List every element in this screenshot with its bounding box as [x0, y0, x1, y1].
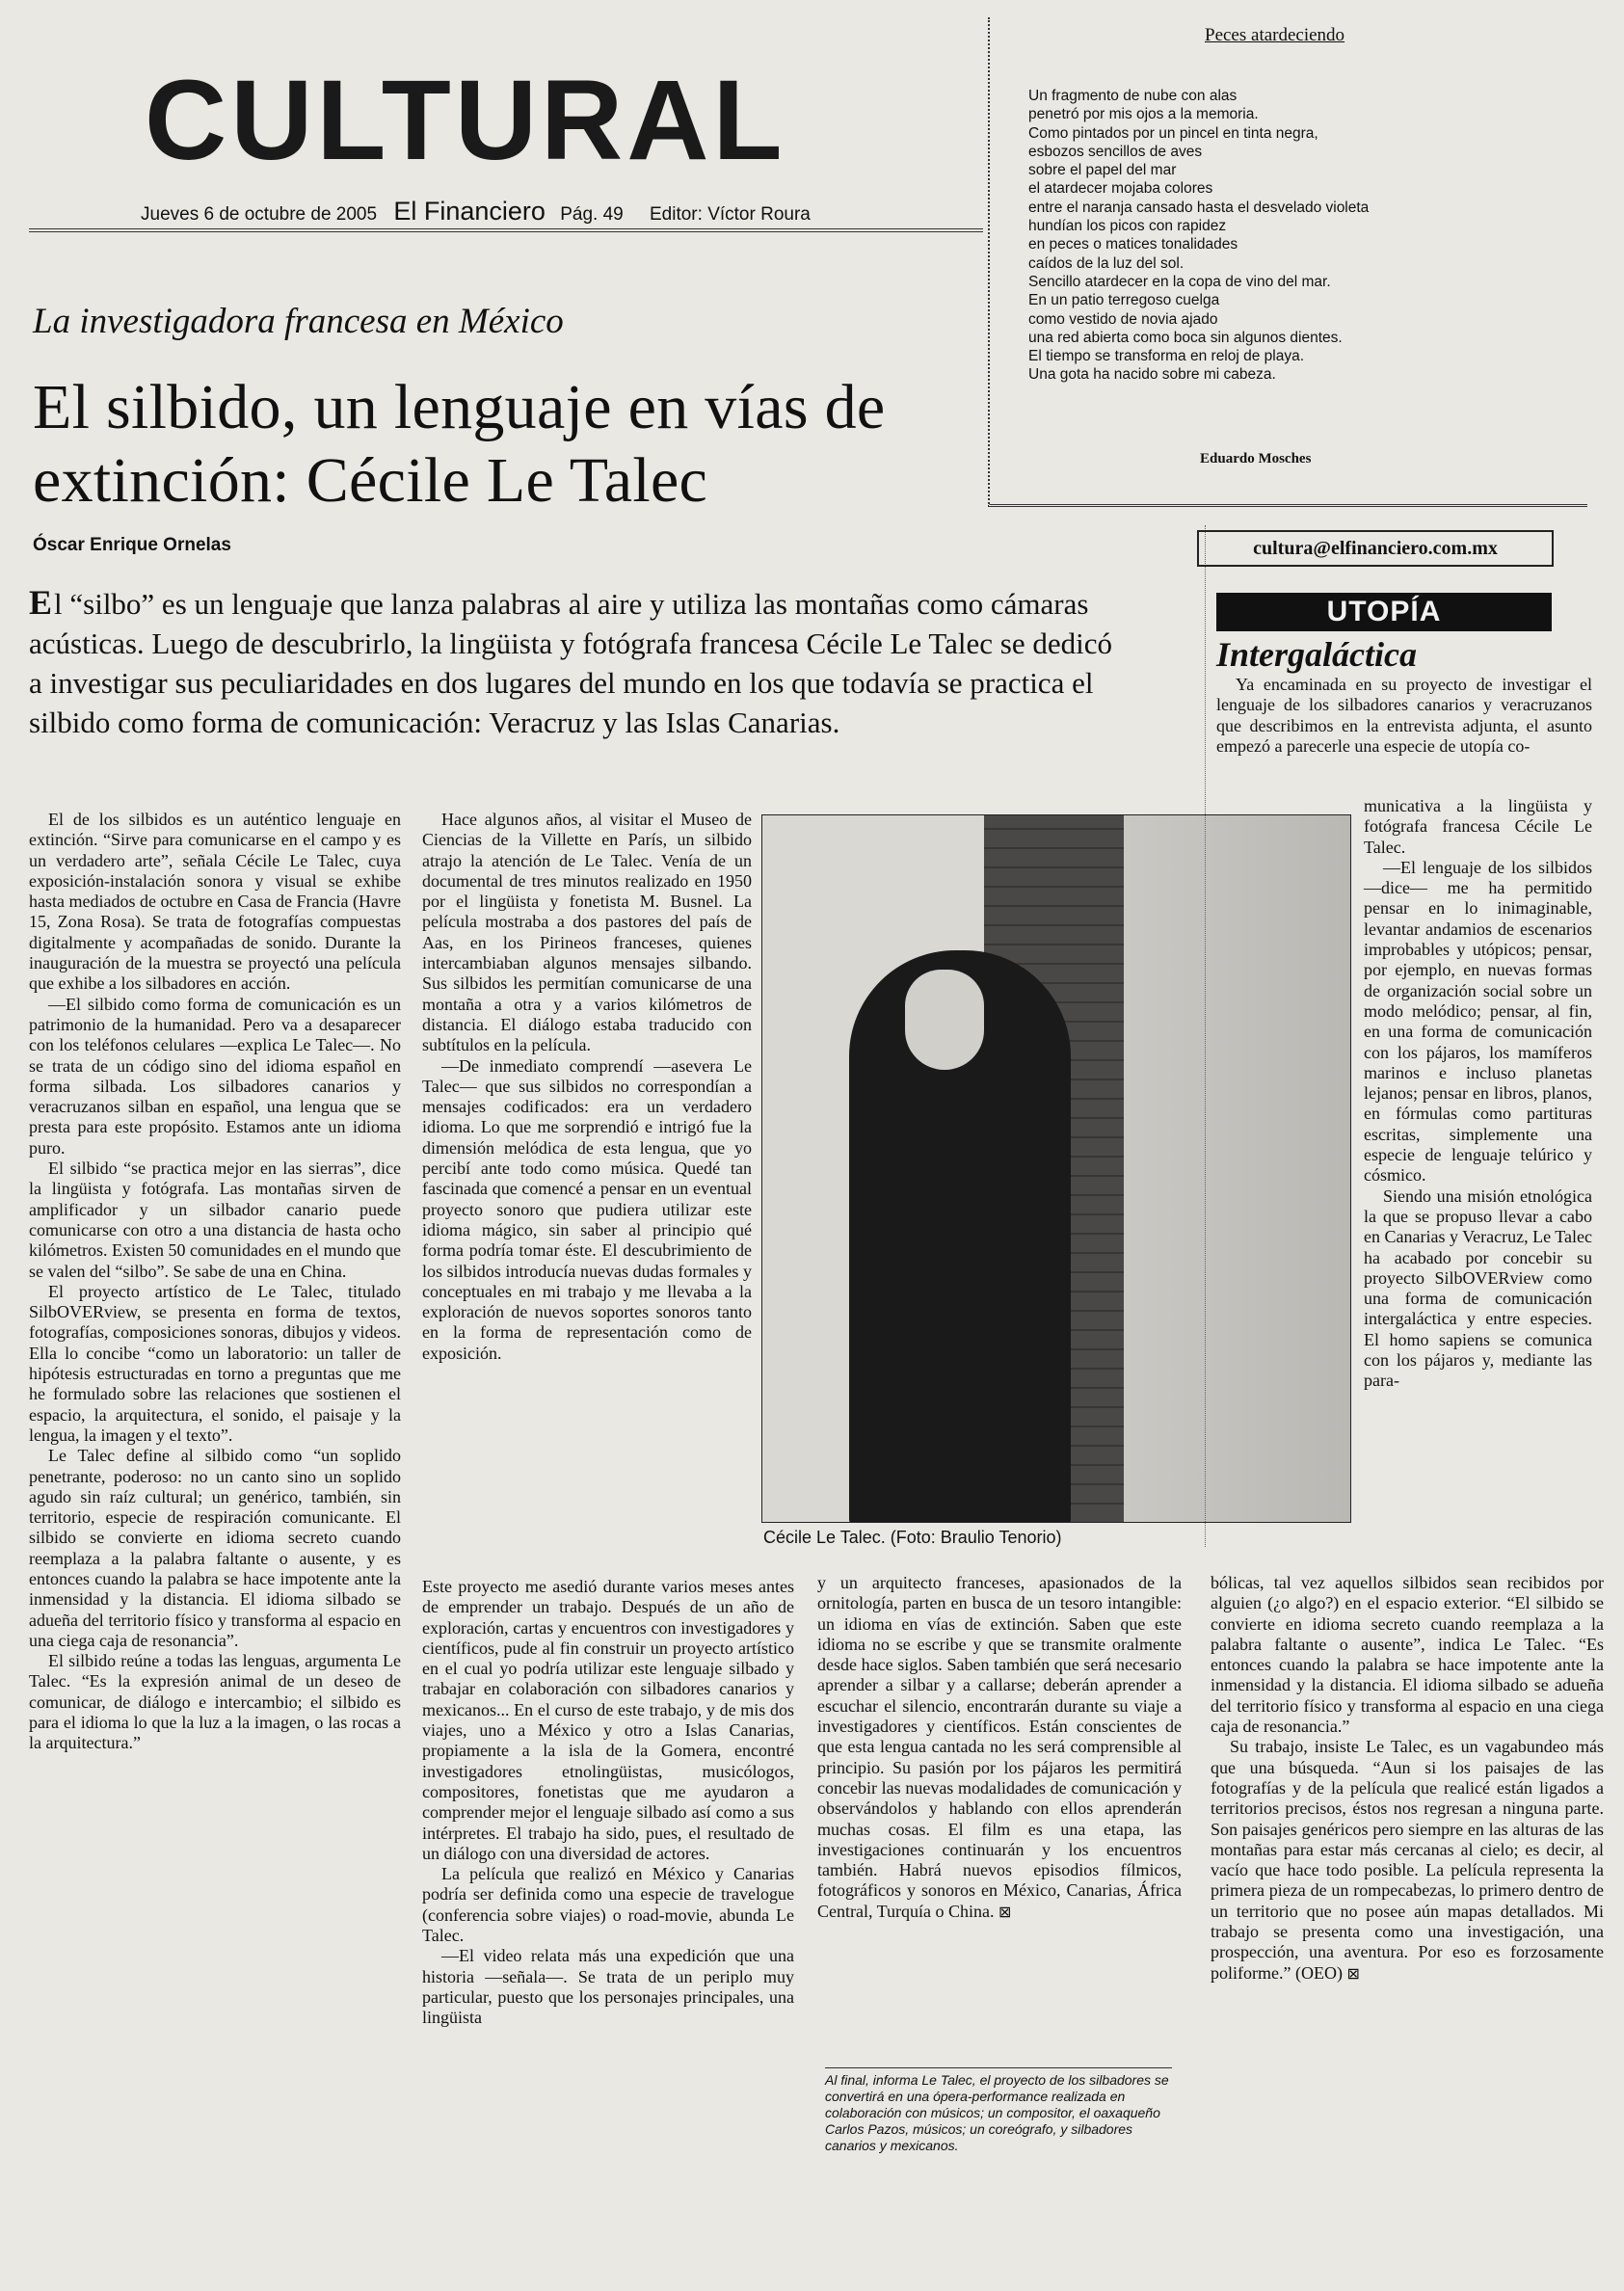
paragraph: bólicas, tal vez aquellos silbidos sean recibidos por alguien (¿o algo?) en el espacio exterior. “El silbido se convierte en idioma secreto cuando reemplaza a la palabra faltante o ausente”, indica Le Talec. “Es entonces cuando la palabra se hace impotente ante la inmensidad y la distancia. El idioma silbado se adueña del territorio físico y transforma al espacio en una ciega caja de resonancia.” — [1211, 1573, 1604, 1737]
poem-author: Eduardo Mosches — [1200, 451, 1312, 466]
poem-line: Como pintados por un pincel en tinta negra, — [1028, 124, 1318, 142]
section-masthead: CULTURAL — [145, 57, 786, 184]
photo-wall — [1124, 815, 1350, 1522]
end-mark-icon: ⊠ — [998, 1902, 1012, 1921]
poem-line: hundían los picos con rapidez — [1028, 218, 1227, 235]
paragraph: Le Talec define al silbido como “un soplido penetrante, poderoso: no un canto sino un soplido agudo sin raíz cultural; un genérico, también, sin territorio, especie de respiración comunicante. El silbido se convierte en idioma secreto cuando reemplaza a la palabra faltante o ausente, y es entonces cuando la palabra se hace impotente ante la inmensidad y la distancia. El idioma silbado se adueña del territorio físico y transforma al espacio en una ciega caja de resonancia”. — [29, 1446, 401, 1650]
footnote: Al final, informa Le Talec, el proyecto de los silbadores se convertirá en una ópera-performance realizada en colaboración con músicos; un compositor, el oaxaqueño Carlos Pazos, músicos; un coreógrafo, y silbadores canarios y mexicanos. — [825, 2067, 1172, 2154]
paragraph-text: y un arquitecto franceses, apasionados de la ornitología, parten en busca de un tesoro intangible: un idioma en vías de extinción. Saben que este idioma no se escribe y que se transmite oralmente desde hace siglos. Saben también que será necesario aprender a silbar y a callarse; deberán aprender a escuchar el silencio, encontrarán durante su viaje a investigadores y científicos. Están conscientes de que esta lengua cantada no les será comprensible al principio. Su pasión por los pájaros les permitirá concebir las nuevas modalidades de comunicación y observándolos y hablando con ellos aprenderán muchas cosas. El film es una etapa, las investigaciones continuarán y los encuentros también. Habrá nuevos episodios fílmicos, fotográficos y sonoros en México, Canarias, África Central, Turquía o China. — [817, 1573, 1182, 1921]
article-byline: Óscar Enrique Ornelas — [33, 535, 231, 555]
lead-text: l “silbo” es un lenguaje que lanza palabras al aire y utiliza las montañas como cámaras acústicas. Luego de descubrirlo, la lingüista y fotógrafa francesa Cécile Le Talec se dedicó a investigar sus peculiaridades en dos lugares del mundo en los que todavía se practica el silbido como forma de comunicación: Veracruz y las Islas Canarias. — [29, 587, 1112, 739]
poem-line: en peces o matices tonalidades — [1028, 236, 1238, 253]
dateline — [141, 197, 970, 226]
poem-line: esbozos sencillos de aves — [1028, 143, 1203, 160]
poem-line: Una gota ha nacido sobre mi cabeza. — [1028, 366, 1276, 384]
paragraph: El de los silbidos es un auténtico lenguaje en extinción. “Sirve para comunicarse en el campo y es un verdadero arte”, señala Cécile Le Talec, cuya exposición-instalación sonora y visual se exhibe hasta mediados de octubre en Casa de Francia (Havre 15, Zona Rosa). Se trata de fotografías compuestas digitalmente y acompañadas de sonido. Durante la inauguración de la muestra se proyectó una película que exhibe a los silbadores en acción. — [29, 810, 401, 994]
poem-line: caídos de la luz del sol. — [1028, 254, 1185, 272]
sidebar-intro — [1216, 675, 1592, 757]
end-mark-icon: ⊠ — [1346, 1963, 1360, 1983]
paragraph: Este proyecto me asedió durante varios meses antes de emprender un trabajo. Después de un año de exploración, cartas y encuentros con investigadores y científicos, pude al fin construir un proyecto artístico en el cual yo podría utilizar este lenguaje silbado y trabajar en colaboración con silbadores canarios y mexicanos... En el curso de este trabajo, y de mis dos viajes, uno a México y otro a Islas Canarias, propiamente a la isla de la Gomera, encontré investigadores etnolingüistas, musicólogos, compositores, fonetistas que me ayudaron a comprender mejor el lenguaje silbado así como a sus intérpretes. El trabajo ha sido, pues, el resultado de un diálogo con una diversidad de actores. — [422, 1577, 794, 1863]
paragraph: El proyecto artístico de Le Talec, titulado SilbOVERview, se presenta en forma de textos, fotografías, composiciones sonoras, dibujos y videos. Ella lo concibe “como un laboratorio: un taller de hipótesis estructuradas en torno a preguntas que me he formulado sobre las relaciones que sostienen el espacio, la arquitectura, el sonido, el paisaje y la lengua, la imagen y el texto”. — [29, 1281, 401, 1445]
paragraph: Hace algunos años, al visitar el Museo de Ciencias de la Villette en París, un silbido atrajo la atención de Le Talec. Venía de un documental de tres minutos realizado en 1950 por el lingüista y fonetista M. Busnel. La película mostraba a dos pastores del país de Aas, en los Pirineos franceses, quienes intercambiaban algunos mensajes silbando. Sus silbidos les permitían comunicarse de una montaña a otra y a varios kilómetros de distancia. El diálogo estaba traducido con subtítulos en la película. — [422, 810, 752, 1055]
poem-line: entre el naranja cansado hasta el desvelado violeta — [1028, 199, 1370, 216]
column-name-banner: UTOPÍA — [1216, 593, 1552, 631]
poem-line: Sencillo atardecer en la copa de vino del mar. — [1028, 273, 1331, 290]
poem-line: El tiempo se transforma en reloj de playa. — [1028, 348, 1305, 365]
photo-face — [905, 970, 984, 1070]
paragraph: municativa a la lingüista y fotógrafa francesa Cécile Le Talec. — [1364, 796, 1592, 857]
article-column-4 — [1211, 1573, 1604, 1984]
contact-email[interactable]: cultura@elfinanciero.com.mx — [1197, 530, 1554, 567]
poem-line: sobre el papel del mar — [1028, 162, 1177, 179]
poem-body — [1028, 87, 1568, 385]
column-divider — [1205, 525, 1206, 1547]
lead-initial: E — [29, 583, 53, 622]
paragraph: —De inmediato comprendí —asevera Le Talec— que sus silbidos no correspondían a mensajes codificados: era un verdadero idioma. Lo que me sorprendió e intrigó fue la dimensión melódica de esta lengua, que yo percibí ante todo como música. Quedé tan fascinada que comencé a pensar en un eventual proyecto sonoro que pudiera utilizar este idioma mágico, sin saber al principio qué forma podría tomar éste. El descubrimiento de los silbidos introducía nuevas dudas formales y conceptuales en mi trabajo y me llevaba a la exploración de nuevos soportes sonoros tanto en la forma de representación como de exposición. — [422, 1055, 752, 1363]
portrait-photo — [761, 814, 1351, 1523]
article-column-1 — [29, 810, 401, 1754]
paragraph — [1211, 1737, 1604, 1984]
paragraph-text: Su trabajo, insiste Le Talec, es un vagabundeo más que una búsqueda. “Aun si los paisajes de las fotografías y de la película que realicé están ligados a territorios precisos, éstos nos regresan a ninguna parte. Son paisajes genéricos pero siempre en las alturas de las montañas para estar más cercanas al cielo; es decir, al vacío que hace todo posible. La película representa la primera pieza de un rompecabezas, lo primero dentro de un territorio que no posee aún mapas detallados. Mi trabajo se presenta como una investigación, una prospección, una aventura. Por eso es forzosamente poliforme.” (OEO) — [1211, 1737, 1604, 1983]
paragraph: La película que realizó en México y Canarias podría ser definida como una especie de travelogue (conferencia sobre viajes) o road-movie, abunda Le Talec. — [422, 1864, 794, 1946]
issue-date: Jueves 6 de octubre de 2005 — [141, 204, 378, 225]
editor-credit: Editor: Víctor Roura — [650, 204, 811, 225]
article-headline: El silbido, un lenguaje en vías de extinción: Cécile Le Talec — [33, 372, 886, 516]
paragraph: Siendo una misión etnológica la que se propuso llevar a cabo en Canarias y Veracruz, Le Talec ha acabado por concebir su proyecto SilbOVERview como una forma de comunicación intergaláctica y entre especies. El homo sapiens se comunica con los pájaros y, mediante las para- — [1364, 1185, 1592, 1391]
photo-caption: Cécile Le Talec. (Foto: Braulio Tenorio) — [763, 1528, 1062, 1547]
poem-line: En un patio terregoso cuelga — [1028, 292, 1220, 309]
paragraph: El silbido “se practica mejor en las sierras”, dice la lingüista y fotógrafa. Las montañas sirven de amplificador y un silbador canario puede comunicarse con otro a una distancia de hasta ocho kilómetros. Existen 50 comunidades en el mundo que se valen del “silbo”. Se sabe de una en China. — [29, 1159, 401, 1281]
article-kicker: La investigadora francesa en México — [33, 302, 564, 341]
article-column-2-continued — [422, 1577, 794, 2029]
paragraph: —El video relata más una expedición que una historia —señala—. Se trata de un periplo muy particular, puesto que los personajes principales, una lingüista — [422, 1946, 794, 2028]
sidebar-body — [1364, 796, 1592, 1392]
paragraph: —El silbido como forma de comunicación es un patrimonio de la humanidad. Pero va a desaparecer con los teléfonos celulares —explica Le Talec—. No se trata de un código sino del idioma español en forma silbada. Los silbadores canarios y veracruzanos silban en español, una lengua que se presta para este propósito. Estamos ante un idioma puro. — [29, 994, 401, 1158]
page-number: Pág. 49 — [560, 204, 624, 225]
paragraph: El silbido reúne a todas las lenguas, argumenta Le Talec. “Es la expresión animal de un deseo de comunicar, de diálogo e intercambio; el silbido es para el idioma lo que la luz a la imagen, o las rocas a la arquitectura.” — [29, 1651, 401, 1753]
sidebar-title: Intergaláctica — [1216, 635, 1417, 674]
paragraph: —El lenguaje de los silbidos —dice— me ha permitido pensar en lo inimaginable, levantar andamios de escenarios improbables y utópicos; pensar, por ejemplo, en nuevas formas de organización social sobre un modo melódico; pensar, al fin, en una forma de comunicación con los pájaros, los mamíferos marinos e incluso planetas lejanos; pensar en libros, planos, en fórmulas como partituras escritas, simplemente una especie de lenguaje telúrico y cósmico. — [1364, 857, 1592, 1185]
poem-line: como vestido de novia ajado — [1028, 310, 1218, 328]
article-lead — [29, 583, 1123, 742]
poem-title: Peces atardeciendo — [1205, 25, 1345, 45]
article-column-3 — [817, 1573, 1182, 1922]
poem-line: penetró por mis ojos a la memoria. — [1028, 106, 1259, 123]
article-column-2 — [422, 810, 752, 1364]
paragraph — [817, 1573, 1182, 1922]
poem-line: el atardecer mojaba colores — [1028, 180, 1213, 198]
newspaper-name: El Financiero — [393, 197, 546, 226]
paragraph: Ya encaminada en su proyecto de investigar el lenguaje de los silbadores canarios y veracruzanos que describimos en la entrevista adjunta, el asunto empezó a parecerle una especie de utopía co- — [1216, 675, 1592, 756]
poem-line: Un fragmento de nube con alas — [1028, 88, 1238, 104]
poem-line: una red abierta como boca sin algunos dientes. — [1028, 329, 1343, 346]
masthead-rule — [29, 228, 983, 232]
